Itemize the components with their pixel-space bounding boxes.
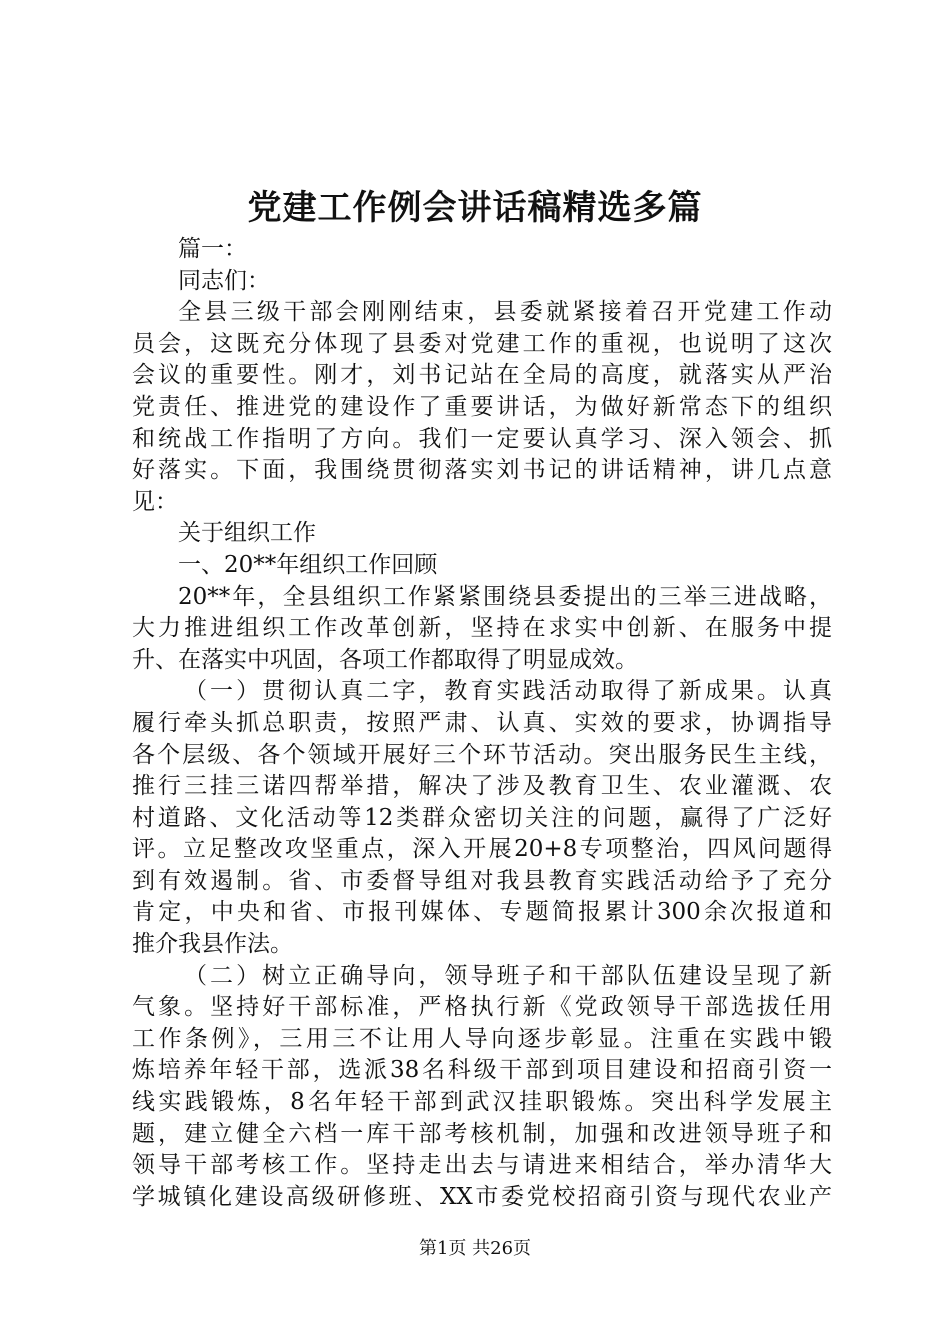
text-line: 学城镇化建设高级研修班、XX市委党校招商引资与现代农业产 bbox=[132, 1183, 832, 1210]
text-line: 篇一： bbox=[178, 236, 247, 262]
text-line: 各个层级、各个领域开展好三个环节活动。突出服务民生主线， bbox=[132, 741, 832, 768]
text-line: 同志们： bbox=[178, 267, 270, 294]
document-title: 党建工作例会讲话稿精选多篇 bbox=[247, 188, 703, 228]
text-line: （二）树立正确导向，领导班子和干部队伍建设呈现了新 bbox=[184, 962, 832, 989]
text-line: 推介我县作法。 bbox=[132, 931, 293, 958]
text-line: 党责任、推进党的建设作了重要讲话，为做好新常态下的组织 bbox=[132, 393, 832, 420]
text-line: 推行三挂三诺四帮举措，解决了涉及教育卫生、农业灌溉、农 bbox=[132, 773, 832, 800]
document-body bbox=[132, 234, 832, 1213]
text-line: 20**年，全县组织工作紧紧围绕县委提出的三举三进战略， bbox=[178, 583, 832, 610]
text-line: 和统战工作指明了方向。我们一定要认真学习、深入领会、抓 bbox=[132, 425, 832, 452]
text-line: 领导干部考核工作。坚持走出去与请进来相结合，举办清华大 bbox=[132, 1152, 832, 1179]
text-line: （一）贯彻认真二字，教育实践活动取得了新成果。认真 bbox=[184, 678, 832, 705]
text-line: 大力推进组织工作改革创新，坚持在求实中创新、在服务中提 bbox=[132, 615, 832, 642]
text-line: 履行牵头抓总职责，按照严肃、认真、实效的要求，协调指导 bbox=[132, 709, 832, 736]
page-footer: 第1页 共26页 bbox=[418, 1238, 532, 1259]
text-line: 评。立足整改攻坚重点，深入开展20+8专项整治，四风问题得 bbox=[132, 836, 832, 863]
text-line: 见： bbox=[132, 488, 178, 515]
text-line: 肯定，中央和省、市报刊媒体、专题简报累计300余次报道和 bbox=[132, 899, 832, 926]
text-line: 升、在落实中巩固，各项工作都取得了明显成效。 bbox=[132, 646, 638, 673]
text-line: 线实践锻炼，8名年轻干部到武汉挂职锻炼。突出科学发展主 bbox=[132, 1089, 832, 1116]
text-line: 村道路、文化活动等12类群众密切关注的问题，赢得了广泛好 bbox=[132, 804, 832, 831]
text-line: 好落实。下面，我围绕贯彻落实刘书记的讲话精神，讲几点意 bbox=[132, 457, 832, 484]
section-heading: 一、20**年组织工作回顾 bbox=[178, 551, 438, 578]
text-line: 员会，这既充分体现了县委对党建工作的重视，也说明了这次 bbox=[132, 330, 832, 357]
text-line: 题，建立健全六档一库干部考核机制，加强和改进领导班子和 bbox=[132, 1120, 832, 1147]
text-line: 气象。坚持好干部标准，严格执行新《党政领导干部选拔任用 bbox=[132, 994, 832, 1021]
text-line: 工作条例》，三用三不让用人导向逐步彰显。注重在实践中锻 bbox=[132, 1025, 832, 1052]
text-line: 全县三级干部会刚刚结束，县委就紧接着召开党建工作动 bbox=[178, 299, 832, 326]
section-heading: 关于组织工作 bbox=[178, 520, 316, 547]
text-line: 到有效遏制。省、市委督导组对我县教育实践活动给予了充分 bbox=[132, 867, 832, 894]
text-line: 炼培养年轻干部，选派38名科级干部到项目建设和招商引资一 bbox=[132, 1057, 832, 1084]
text-line: 会议的重要性。刚才，刘书记站在全局的高度，就落实从严治 bbox=[132, 362, 832, 389]
